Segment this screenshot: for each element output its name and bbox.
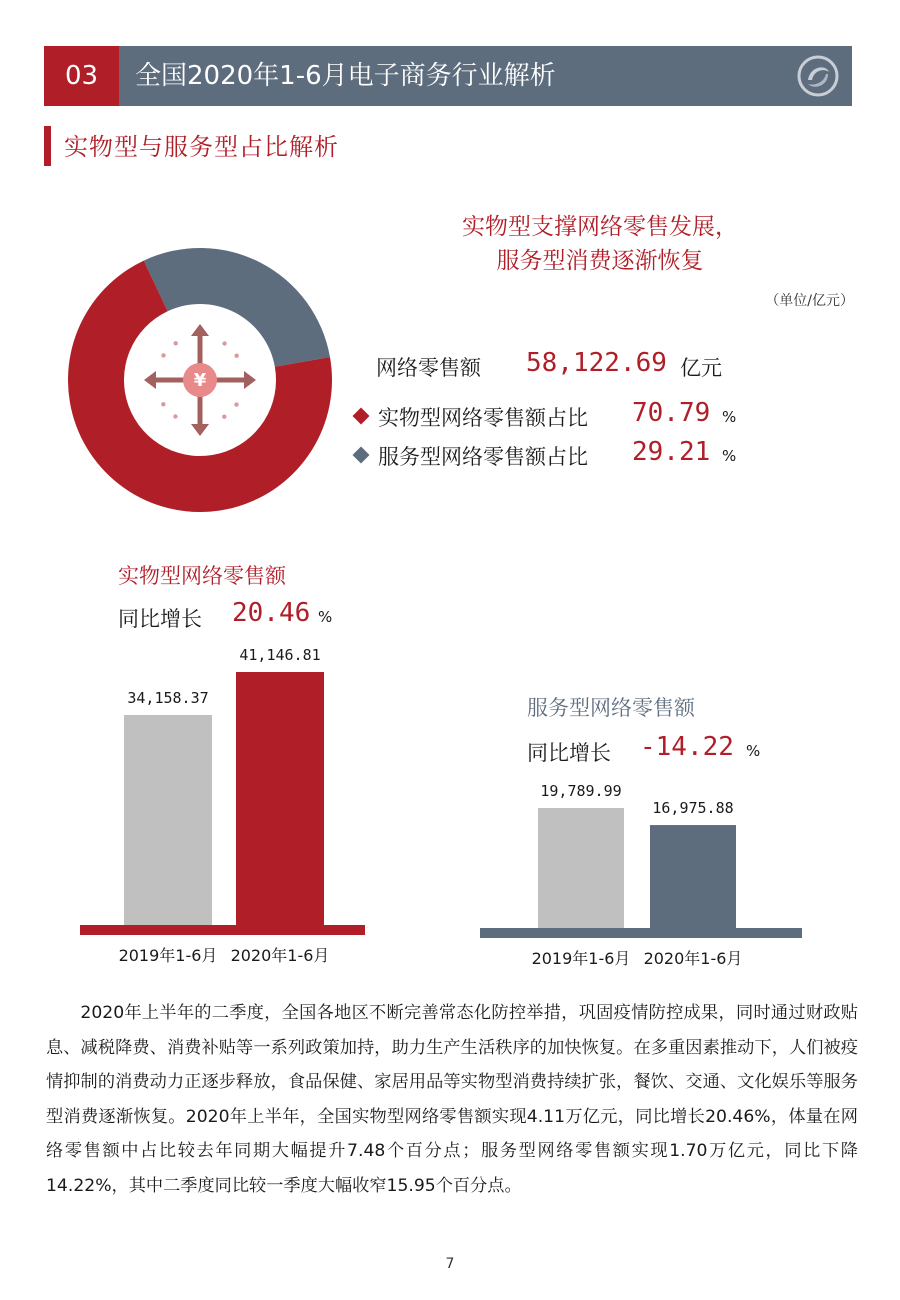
physical-growth-value: 20.46 bbox=[232, 598, 311, 628]
total-label: 网络零售额 bbox=[376, 356, 481, 380]
bar-2020 bbox=[236, 672, 324, 925]
section-marker bbox=[44, 126, 51, 166]
service-slice bbox=[144, 248, 330, 367]
service-share-pct: % bbox=[722, 447, 737, 465]
service-chart-title: 服务型网络零售额 bbox=[527, 696, 695, 720]
x-axis-label: 2020年1-6月 bbox=[643, 949, 743, 968]
section-title: 实物型与服务型占比解析 bbox=[64, 133, 339, 161]
header-bar bbox=[119, 46, 852, 106]
page-number: 7 bbox=[445, 1256, 455, 1272]
physical-growth-pct: % bbox=[318, 608, 333, 626]
bar-value-label: 16,975.88 bbox=[652, 799, 734, 818]
service-growth-pct: % bbox=[746, 742, 761, 760]
svg-text:¥: ¥ bbox=[193, 370, 207, 391]
total-unit: 亿元 bbox=[680, 356, 722, 380]
body-paragraph: 2020年上半年的二季度，全国各地区不断完善常态化防控举措，巩固疫情防控成果，同时通过财政贴息、减税降费、消费补贴等一系列政策加持，助力生产生活秩序的加快恢复。在多重因素推动下，人们被疫情抑制的消费动力正逐步释放，食品保健、家居用品等实物型消费持续扩张，餐饮、交通、文化娱乐等服务型消费逐渐恢复。2020年上半年，全国实物型网络零售额实现4.11万亿元，同比增长20.46%，体量在网络零售额中占比较去年同期大幅提升7.48个百分点；服务型网络零售额实现1.70万亿元，同比下降14.22%，其中二季度同比较一季度大幅收窄15.95个百分点。 bbox=[46, 1003, 858, 1196]
unit-label: （单位/亿元） bbox=[765, 293, 854, 309]
chapter-number: 03 bbox=[44, 46, 119, 106]
service-share-label: 服务型网络零售额占比 bbox=[378, 445, 588, 469]
physical-share-value: 70.79 bbox=[632, 398, 711, 428]
bar-value-label: 41,146.81 bbox=[239, 646, 321, 664]
bar-value-label: 19,789.99 bbox=[540, 782, 622, 800]
physical-growth-label: 同比增长 bbox=[118, 607, 202, 631]
headline-line-1: 实物型支撑网络零售发展， bbox=[462, 214, 738, 240]
baseline bbox=[480, 928, 802, 938]
header-title: 全国2020年1-6月电子商务行业解析 bbox=[135, 61, 556, 91]
service-growth-value: -14.22 bbox=[640, 732, 734, 762]
physical-bar-chart bbox=[70, 630, 380, 980]
x-axis-label: 2019年1-6月 bbox=[531, 949, 631, 968]
service-diamond-icon bbox=[353, 447, 370, 464]
x-axis-label: 2019年1-6月 bbox=[118, 946, 218, 965]
share-donut-chart bbox=[60, 240, 340, 520]
bar-2019 bbox=[124, 715, 212, 925]
headline-line-2: 服务型消费逐渐恢复 bbox=[496, 248, 704, 274]
service-share-value: 29.21 bbox=[632, 437, 711, 467]
total-value: 58,122.69 bbox=[526, 348, 667, 378]
service-bar-chart bbox=[470, 760, 815, 985]
physical-chart-title: 实物型网络零售额 bbox=[118, 564, 286, 588]
x-axis-label: 2020年1-6月 bbox=[230, 946, 330, 965]
bar-2019 bbox=[538, 808, 624, 928]
bar-value-label: 34,158.37 bbox=[127, 688, 209, 707]
logo-icon bbox=[796, 54, 840, 98]
baseline bbox=[80, 925, 365, 935]
physical-diamond-icon bbox=[353, 408, 370, 425]
physical-share-label: 实物型网络零售额占比 bbox=[378, 406, 588, 430]
yuan-icon bbox=[144, 324, 256, 436]
physical-share-pct: % bbox=[722, 408, 737, 426]
service-growth-label: 同比增长 bbox=[527, 741, 611, 765]
bar-2020 bbox=[650, 825, 736, 928]
